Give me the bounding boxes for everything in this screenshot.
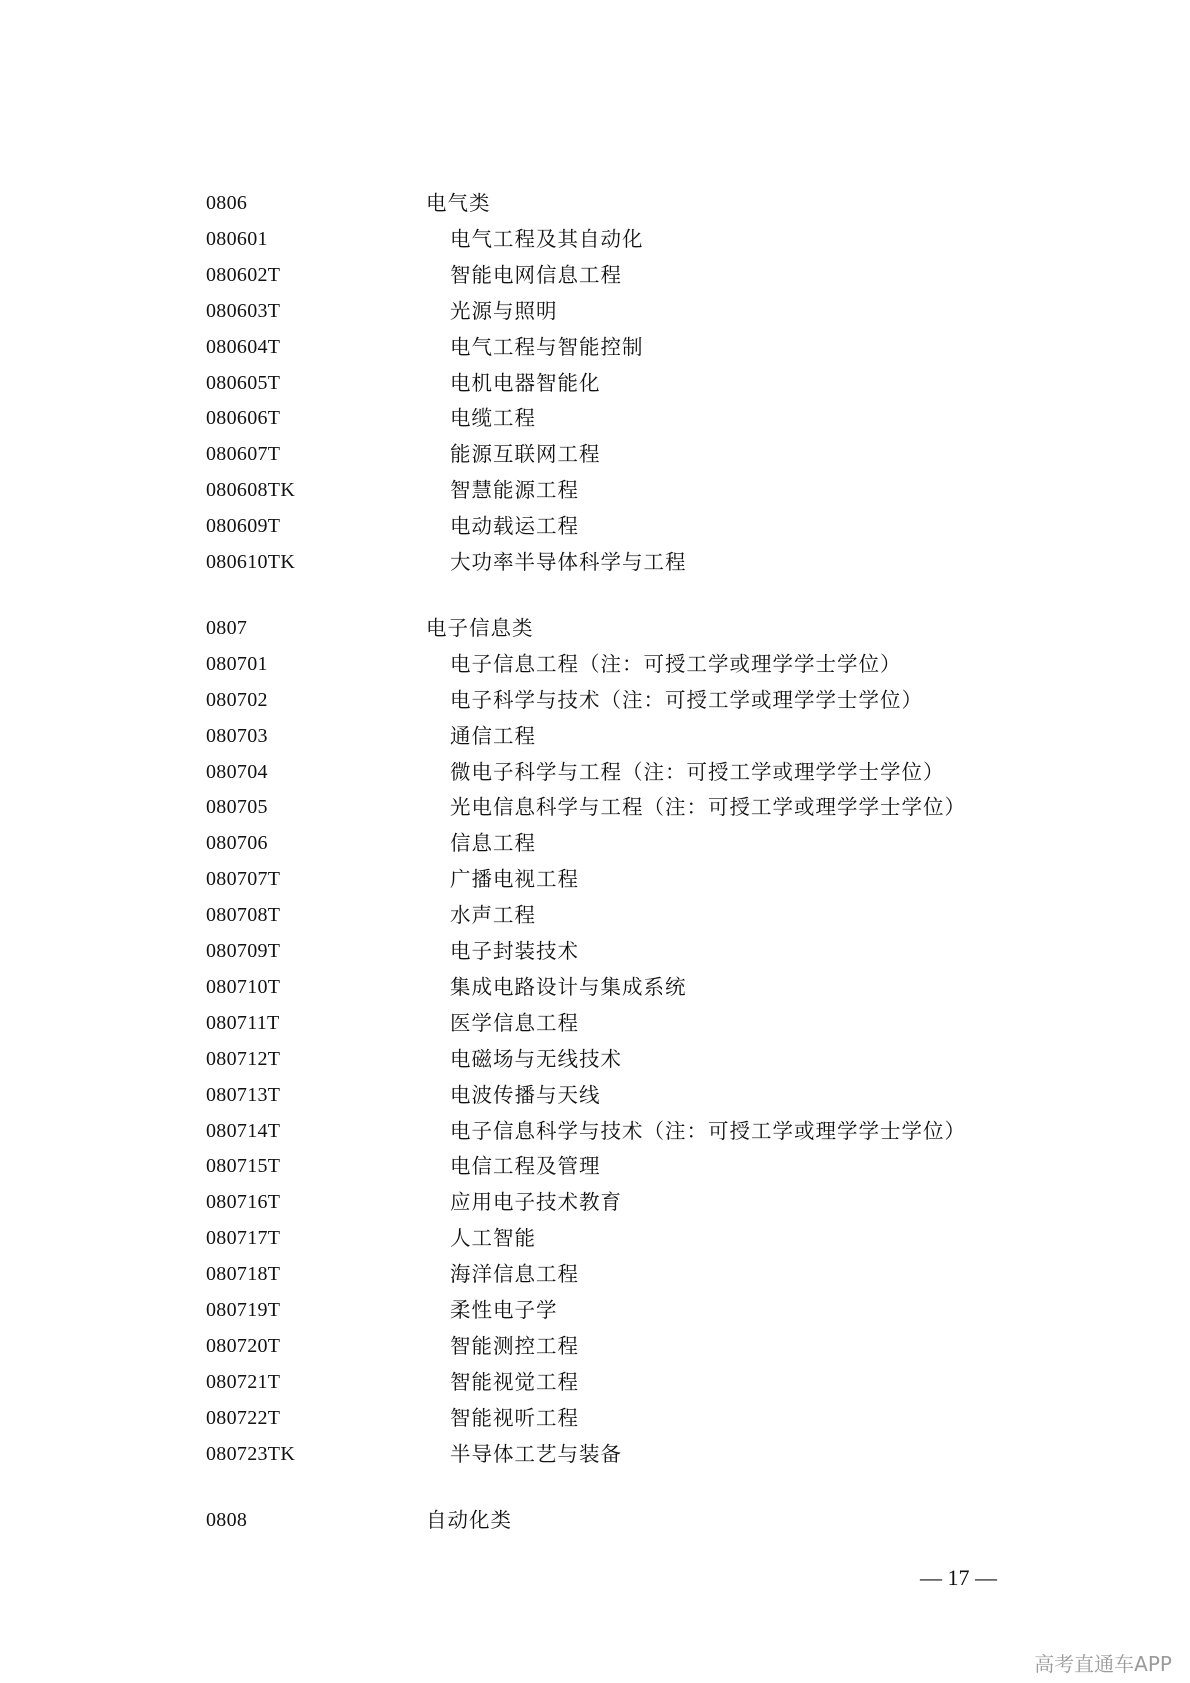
major-row (0, 970, 1190, 1004)
category-code: 0807 (206, 616, 248, 639)
major-code: 080602T (206, 263, 281, 286)
major-code: 080715T (206, 1155, 281, 1178)
major-code: 080718T (206, 1263, 281, 1286)
major-row (0, 473, 1190, 507)
category-heading (0, 611, 1190, 645)
major-row (0, 258, 1190, 292)
major-row (0, 330, 1190, 364)
major-name: 电气工程及其自动化 (450, 226, 644, 251)
major-code: 080714T (206, 1119, 281, 1142)
major-name: 广播电视工程 (450, 867, 579, 892)
major-code: 080707T (206, 868, 281, 891)
major-code: 080604T (206, 335, 281, 358)
major-name: 电信工程及管理 (450, 1154, 601, 1179)
major-name: 智能测控工程 (450, 1333, 579, 1358)
major-row (0, 222, 1190, 256)
major-name: 电子科学与技术（注：可授工学或理学学士学位） (450, 687, 923, 712)
major-row (0, 437, 1190, 471)
major-row (0, 545, 1190, 579)
major-name: 电波传播与天线 (450, 1082, 601, 1107)
major-name: 集成电路设计与集成系统 (450, 974, 687, 999)
major-name: 柔性电子学 (450, 1298, 558, 1322)
major-row (0, 826, 1190, 860)
major-row (0, 401, 1190, 435)
major-name: 智能电网信息工程 (450, 262, 622, 287)
major-code: 080708T (206, 904, 281, 927)
major-code: 080706 (206, 832, 268, 855)
major-name: 医学信息工程 (450, 1010, 579, 1035)
major-name: 电子信息工程（注：可授工学或理学学士学位） (450, 651, 902, 676)
major-row (0, 1006, 1190, 1040)
category-title: 电子信息类 (426, 615, 534, 640)
major-row (0, 1257, 1190, 1291)
major-name: 电磁场与无线技术 (450, 1046, 622, 1071)
page-number: — 17 — (920, 1565, 997, 1590)
major-row (0, 898, 1190, 932)
category-title: 自动化类 (426, 1507, 512, 1532)
major-name: 电子信息科学与技术（注：可授工学或理学学士学位） (450, 1118, 966, 1143)
major-code: 080609T (206, 515, 281, 538)
major-code: 080610TK (206, 551, 296, 573)
major-row (0, 647, 1190, 681)
category-heading (0, 1503, 1190, 1537)
major-row (0, 509, 1190, 543)
major-code: 080704 (206, 760, 268, 783)
major-name: 信息工程 (450, 831, 536, 856)
major-code: 080719T (206, 1299, 281, 1321)
major-name: 智能视听工程 (450, 1405, 579, 1430)
major-name: 光源与照明 (450, 298, 558, 323)
major-row (0, 1401, 1190, 1435)
major-row (0, 862, 1190, 896)
major-code: 080603T (206, 299, 281, 322)
watermark: 高考直通车APP (1034, 1652, 1172, 1676)
major-code: 080601 (206, 227, 268, 250)
category-heading (0, 186, 1190, 220)
major-row (0, 1042, 1190, 1076)
major-row (0, 1185, 1190, 1219)
major-row (0, 1293, 1190, 1327)
major-row (0, 366, 1190, 400)
major-name: 电气工程与智能控制 (450, 334, 644, 359)
major-code: 080723TK (206, 1442, 296, 1465)
major-row (0, 719, 1190, 753)
major-code: 080705 (206, 796, 268, 819)
major-code: 080720T (206, 1334, 281, 1357)
major-name: 大功率半导体科学与工程 (450, 550, 687, 574)
major-code: 080606T (206, 407, 281, 430)
major-name: 电动载运工程 (450, 514, 579, 539)
major-code: 080710T (206, 975, 281, 998)
major-name: 电子封装技术 (450, 939, 579, 963)
major-row (0, 1078, 1190, 1112)
major-row (0, 755, 1190, 789)
major-row (0, 934, 1190, 968)
major-name: 应用电子技术教育 (450, 1190, 622, 1215)
major-name: 电机电器智能化 (450, 370, 601, 395)
major-name: 电缆工程 (450, 406, 536, 431)
major-code: 080703 (206, 724, 268, 747)
major-row (0, 1329, 1190, 1363)
major-row (0, 683, 1190, 717)
major-code: 080716T (206, 1191, 281, 1214)
major-code: 080701 (206, 652, 268, 675)
major-name: 通信工程 (450, 723, 536, 748)
major-code: 080702 (206, 688, 268, 711)
major-row (0, 790, 1190, 824)
major-row (0, 1114, 1190, 1148)
category-code: 0806 (206, 192, 248, 214)
major-code: 080713T (206, 1083, 281, 1106)
major-row (0, 1221, 1190, 1255)
major-row (0, 1365, 1190, 1399)
major-name: 能源互联网工程 (450, 442, 601, 467)
major-name: 人工智能 (450, 1226, 536, 1251)
major-row (0, 294, 1190, 328)
major-name: 智慧能源工程 (450, 478, 579, 503)
major-code: 080721T (206, 1370, 281, 1393)
major-code: 080608TK (206, 479, 296, 502)
major-code: 080711T (206, 1011, 280, 1034)
major-code: 080605T (206, 371, 281, 394)
major-code: 080709T (206, 940, 281, 962)
category-code: 0808 (206, 1508, 248, 1531)
major-name: 半导体工艺与装备 (450, 1441, 622, 1466)
major-code: 080722T (206, 1406, 281, 1429)
category-title: 电气类 (426, 191, 491, 215)
major-name: 微电子科学与工程（注：可授工学或理学学士学位） (450, 759, 945, 784)
major-name: 水声工程 (450, 903, 536, 928)
major-row (0, 1437, 1190, 1471)
major-row (0, 1149, 1190, 1183)
major-code: 080717T (206, 1227, 281, 1250)
major-name: 海洋信息工程 (450, 1262, 579, 1287)
major-code: 080607T (206, 443, 281, 466)
major-name: 智能视觉工程 (450, 1369, 579, 1394)
major-name: 光电信息科学与工程（注：可授工学或理学学士学位） (450, 795, 966, 820)
major-code: 080712T (206, 1047, 281, 1070)
